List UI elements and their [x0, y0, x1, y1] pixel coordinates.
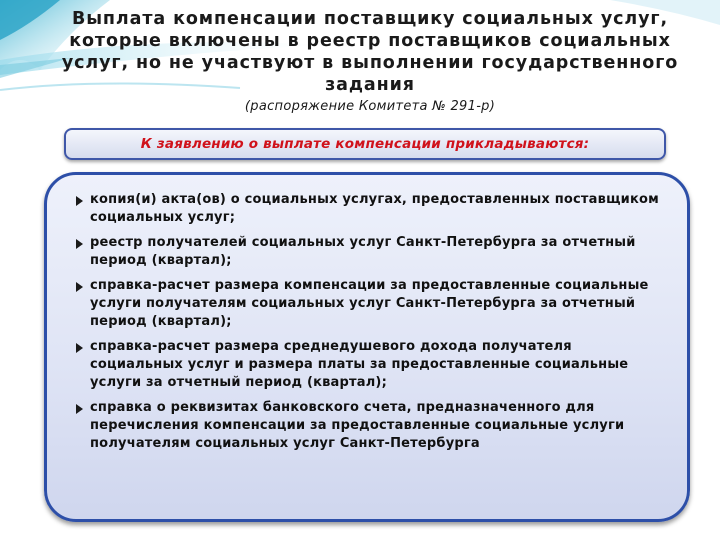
list-item-text: справка-расчет размера компенсации за предоставленные социальные услуги получателям социальных услуг Санкт-Петербурга за отчетный период (квартал);: [90, 278, 649, 329]
document-list: [76, 191, 666, 460]
arrow-bullet-icon: [76, 196, 83, 206]
attachment-banner: [64, 128, 666, 160]
list-item: [76, 338, 666, 392]
slide-title: Выплата компенсации поставщику социальных услуг, которые включены в реестр поставщиков социальных услуг, но не участвуют в выполнении государственного задания: [61, 9, 679, 95]
arrow-bullet-icon: [76, 239, 83, 249]
list-item: [76, 399, 666, 453]
list-item: [76, 191, 666, 227]
arrow-bullet-icon: [76, 282, 83, 292]
arrow-bullet-icon: [76, 343, 83, 353]
title-block: [60, 8, 680, 115]
list-item: [76, 234, 666, 270]
list-item-text: копия(и) акта(ов) о социальных услугах, предоставленных поставщиком социальных услуг;: [90, 192, 659, 225]
list-item-text: реестр получателей социальных услуг Санкт-Петербурга за отчетный период (квартал);: [90, 235, 636, 268]
list-item-text: справка о реквизитах банковского счета, предназначенного для перечисления компенсации за предоставленные социальные услуги получателям социальных услуг Санкт-Петербурга: [90, 400, 625, 451]
list-item: [76, 277, 666, 331]
banner-text: К заявлению о выплате компенсации прикладываются:: [140, 136, 590, 152]
list-item-text: справка-расчет размера среднедушевого дохода получателя социальных услуг и размера платы за предоставленные социальные услуги за отчетный период (квартал);: [90, 339, 629, 390]
slide-subtitle: (распоряжение Комитета № 291-р): [244, 99, 496, 114]
arrow-bullet-icon: [76, 404, 83, 414]
